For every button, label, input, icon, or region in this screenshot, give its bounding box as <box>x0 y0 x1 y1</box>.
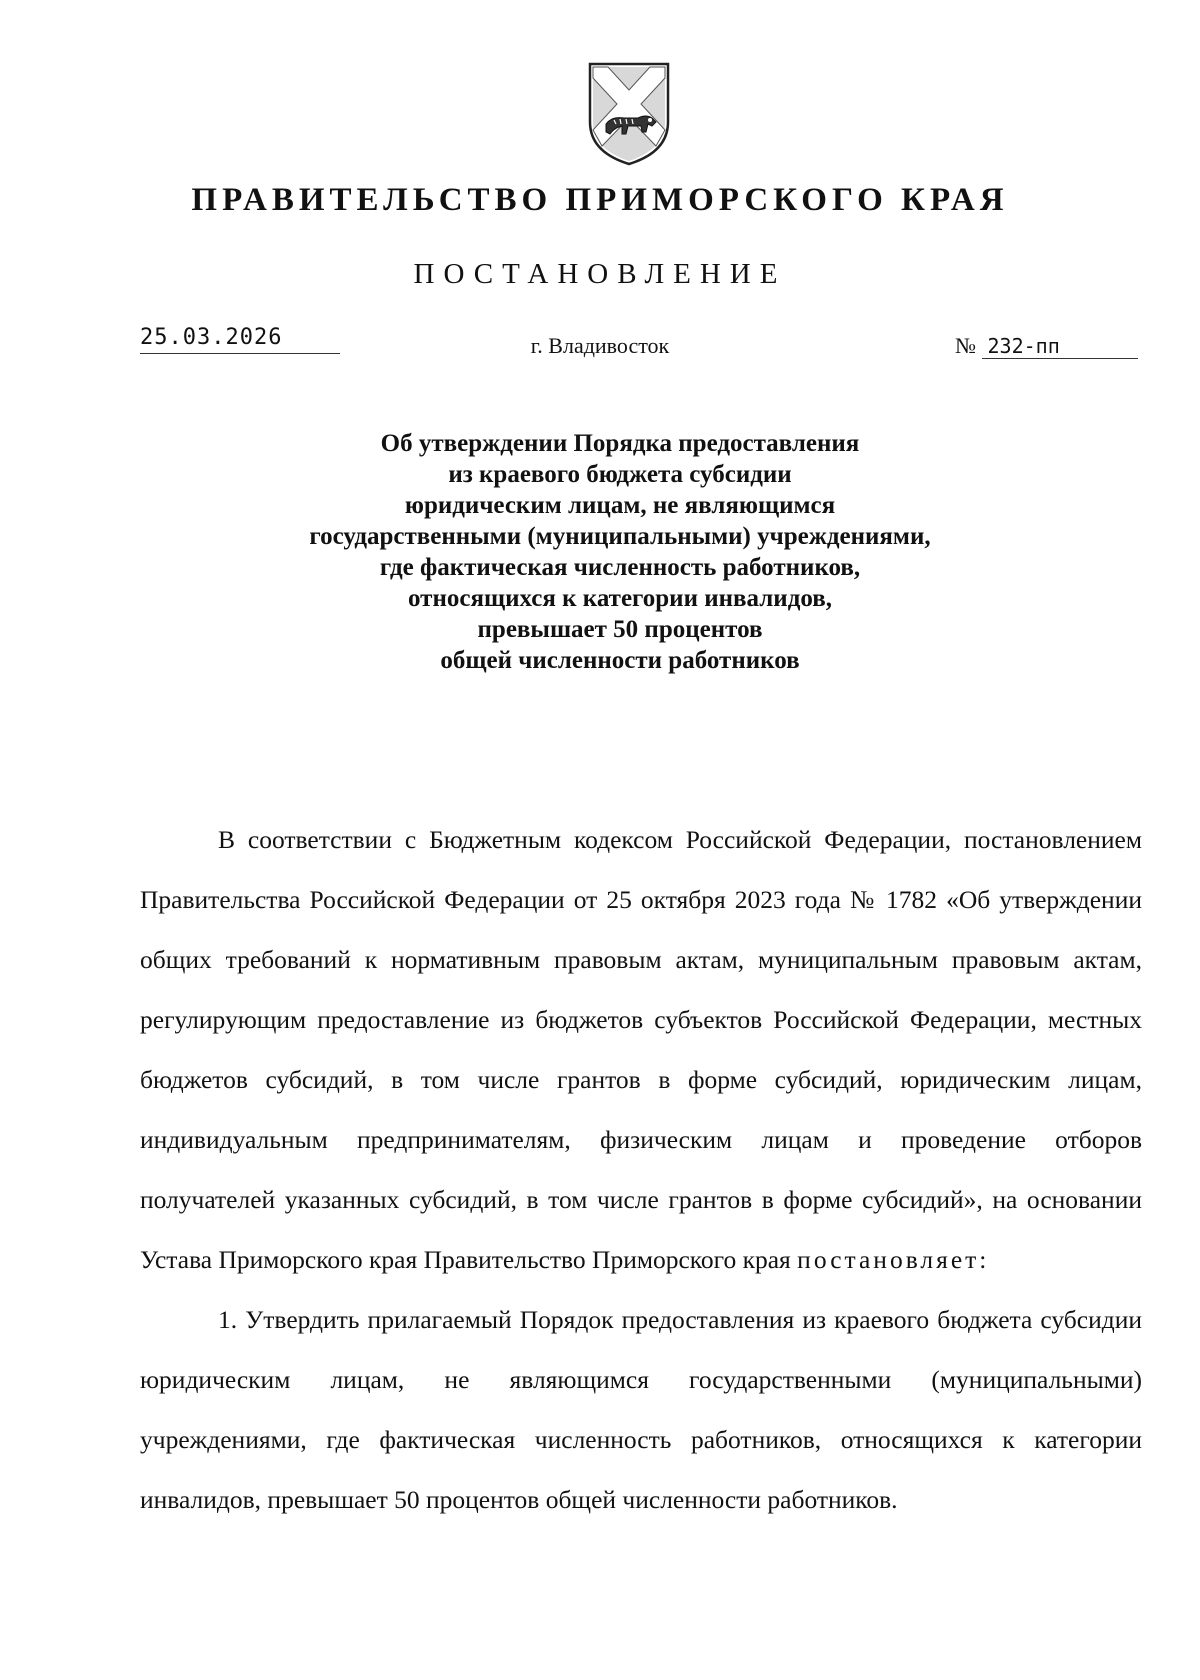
title-line: где фактическая численность работников, <box>379 554 861 581</box>
document-date: 25.03.2026 <box>140 325 340 354</box>
document-number <box>955 333 1138 359</box>
resolves-keyword: постановляет: <box>797 1245 990 1274</box>
organization-title: ПРАВИТЕЛЬСТВО ПРИМОРСКОГО КРАЯ <box>191 182 1009 218</box>
document-body <box>140 810 1142 1530</box>
document-title <box>140 428 1100 676</box>
title-line: из краевого бюджета субсидии <box>448 461 792 488</box>
preamble-text: В соответствии с Бюджетным кодексом Российской Федерации, постановлением Правительства Российской Федерации от 25 октября 2023 года № 1782 «Об утверждении общих требований к нормативным правовым актам, муниципальным правовым актам, регулирующим предоставление из бюджетов субъектов Российской Федерации, местных бюджетов субсидий, в том числе грантов в форме субсидий, юридическим лицам, индивидуальным предпринимателям, физическим лицам и проведение отборов получателей указанных субсидий, в том числе грантов в форме субсидий», на основании Устава Приморского края Правительство Приморского края <box>140 825 1142 1274</box>
title-line: Об утверждении Порядка предоставления <box>380 430 860 457</box>
document-city: г. Владивосток <box>530 333 670 358</box>
number-value: 232-пп <box>982 334 1138 359</box>
title-line: превышает 50 процентов <box>477 616 763 643</box>
clause-1-paragraph: 1. Утвердить прилагаемый Порядок предоставления из краевого бюджета субсидии юридическим лицам, не являющимся государственными (муниципальными) учреждениями, где фактическая численность работников, относящихся к категории инвалидов, превышает 50 процентов общей численности работников. <box>140 1305 1142 1514</box>
primorsky-coat-of-arms-icon <box>586 60 672 168</box>
document-type: ПОСТАНОВЛЕНИЕ <box>413 258 787 290</box>
number-prefix: № <box>955 333 976 358</box>
title-line: общей численности работников <box>440 647 800 674</box>
title-line: относящихся к категории инвалидов, <box>408 585 832 612</box>
title-line: юридическим лицам, не являющимся <box>404 492 836 519</box>
preamble-paragraph <box>140 810 1142 1290</box>
title-line: государственными (муниципальными) учреждениями, <box>309 523 931 550</box>
